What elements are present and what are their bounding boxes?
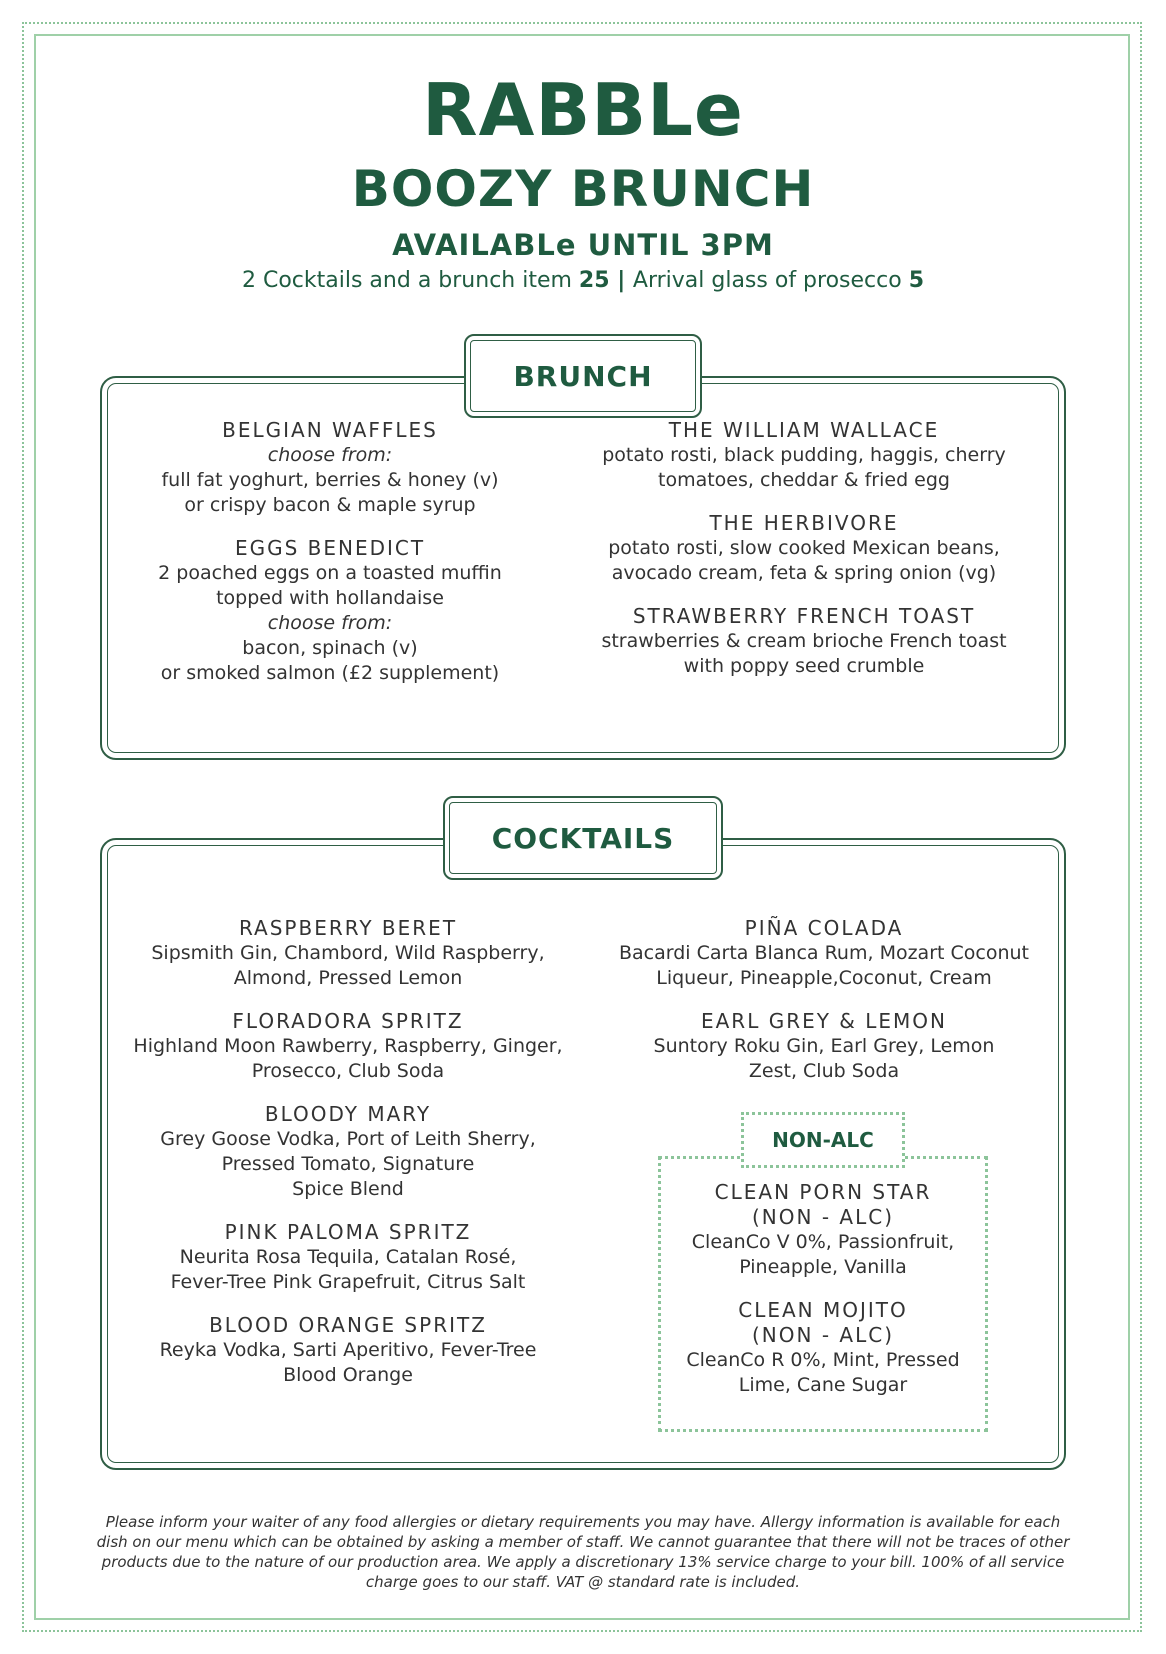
- menu-item-description: Reyka Vodka, Sarti Aperitivo, Fever-Tree: [159, 1339, 537, 1361]
- brand-logo: RABBLe: [422, 68, 744, 152]
- non-alc-items: [668, 1180, 978, 1416]
- allergy-notice: Please inform your waiter of any food allergies or dietary requirements you may have. Allergy information is available for each dish on our menu which can be obtained by asking a member of staff. We cannot guarantee that there will not be traces of other products due to the nature of our production area. We apply a discretionary 13% service charge to your bill. 100% of all service charge goes to our staff. VAT @ standard rate is included.: [96, 1513, 1070, 1591]
- menu-subtitle: AVAILABLe UNTIL 3PM: [392, 228, 774, 262]
- menu-item-description: Liqueur, Pineapple,Coconut, Cream: [656, 967, 992, 989]
- menu-item-title: THE WILLIAM WALLACE: [668, 418, 940, 442]
- menu-item-description: potato rosti, slow cooked Mexican beans,: [608, 537, 1000, 559]
- menu-item-title: CLEAN MOJITO: [738, 1298, 908, 1322]
- menu-title: BOOZY BRUNCH: [351, 160, 815, 218]
- menu-item-title: EGGS BENEDICT: [234, 536, 426, 560]
- menu-item-description: Highland Moon Rawberry, Raspberry, Ginger,: [133, 1035, 563, 1057]
- menu-item-description: CleanCo V 0%, Passionfruit,: [691, 1231, 955, 1253]
- menu-item: [128, 1009, 568, 1084]
- menu-item-description: CleanCo R 0%, Mint, Pressed: [686, 1349, 960, 1371]
- menu-item: [600, 916, 1048, 991]
- menu-item-description: full fat yoghurt, berries & honey (v): [161, 469, 499, 491]
- menu-item-title: BLOODY MARY: [264, 1102, 432, 1126]
- menu-item-title: RASPBERRY BERET: [238, 916, 458, 940]
- brunch-heading: BRUNCH: [464, 334, 702, 418]
- menu-item: [584, 511, 1024, 586]
- menu-item-description: bacon, spinach (v): [242, 637, 418, 659]
- menu-item: [128, 916, 568, 991]
- offer-separator: |: [609, 268, 633, 293]
- brunch-left-column: [110, 418, 550, 704]
- menu-item-description: strawberries & cream brioche French toast: [601, 630, 1007, 652]
- menu-item-title: CLEAN PORN STAR: [714, 1180, 932, 1204]
- cocktails-left-column: [128, 916, 568, 1406]
- menu-item: [128, 1313, 568, 1388]
- menu-item: [600, 1009, 1048, 1084]
- offer-text-2: Arrival glass of prosecco: [632, 268, 909, 293]
- menu-item-title: BLOOD ORANGE SPRITZ: [209, 1313, 487, 1337]
- menu-item-description: 2 poached eggs on a toasted muffin: [158, 562, 502, 584]
- menu-item-description: avocado cream, feta & spring onion (vg): [611, 562, 997, 584]
- menu-item: [584, 418, 1024, 493]
- menu-item-title: PIÑA COLADA: [744, 916, 904, 940]
- menu-item-title: PINK PALOMA SPRITZ: [224, 1220, 472, 1244]
- menu-item-description: Bacardi Carta Blanca Rum, Mozart Coconut: [618, 942, 1029, 964]
- menu-item-title: THE HERBIVORE: [709, 511, 899, 535]
- menu-item-description: Suntory Roku Gin, Earl Grey, Lemon: [653, 1035, 995, 1057]
- menu-item-description: choose from:: [267, 612, 393, 634]
- menu-item-title: EARL GREY & LEMON: [700, 1009, 947, 1033]
- offer-price-1: 25: [578, 268, 610, 293]
- menu-item-description: (NON - ALC): [752, 1323, 894, 1347]
- menu-item: [110, 536, 550, 686]
- menu-item-description: with poppy seed crumble: [683, 655, 925, 677]
- menu-item-description: Neurita Rosa Tequila, Catalan Rosé,: [179, 1246, 517, 1268]
- offer-text-1: 2 Cocktails and a brunch item: [242, 268, 579, 293]
- menu-item-description: Almond, Pressed Lemon: [233, 967, 463, 989]
- menu-item-description: Pressed Tomato, Signature: [221, 1153, 475, 1175]
- menu-item-description: potato rosti, black pudding, haggis, cherry: [602, 444, 1006, 466]
- menu-item: [668, 1298, 978, 1398]
- menu-item: [128, 1220, 568, 1295]
- menu-item-description: Pineapple, Vanilla: [739, 1256, 907, 1278]
- menu-item-title: STRAWBERRY FRENCH TOAST: [632, 604, 976, 628]
- menu-item-description: or smoked salmon (£2 supplement): [160, 662, 500, 684]
- menu-item-description: Zest, Club Soda: [748, 1060, 900, 1082]
- menu-item-title: FLORADORA SPRITZ: [232, 1009, 464, 1033]
- menu-item-title: BELGIAN WAFFLES: [222, 418, 438, 442]
- cocktails-right-column: [600, 916, 1048, 1102]
- menu-item-description: choose from:: [267, 444, 393, 466]
- menu-item-description: Prosecco, Club Soda: [251, 1060, 445, 1082]
- menu-item-description: Lime, Cane Sugar: [738, 1374, 908, 1396]
- menu-item-description: or crispy bacon & maple syrup: [184, 494, 476, 516]
- menu-item-description: Fever-Tree Pink Grapefruit, Citrus Salt: [170, 1271, 526, 1293]
- brunch-right-column: [584, 418, 1024, 697]
- menu-item: [668, 1180, 978, 1280]
- menu-item-description: topped with hollandaise: [216, 587, 444, 609]
- menu-item-description: Grey Goose Vodka, Port of Leith Sherry,: [160, 1128, 536, 1150]
- menu-item: [110, 418, 550, 518]
- menu-item-description: tomatoes, cheddar & fried egg: [658, 469, 950, 491]
- menu-item: [584, 604, 1024, 679]
- offer-price-2: 5: [908, 268, 924, 293]
- menu-item-description: (NON - ALC): [752, 1205, 894, 1229]
- cocktails-heading: COCKTAILS: [443, 796, 723, 880]
- menu-item: [128, 1102, 568, 1202]
- non-alc-heading: NON-ALC: [741, 1112, 905, 1168]
- menu-item-description: Blood Orange: [283, 1364, 413, 1386]
- menu-item-description: Sipsmith Gin, Chambord, Wild Raspberry,: [151, 942, 545, 964]
- offer-line: [0, 268, 1166, 293]
- menu-item-description: Spice Blend: [292, 1178, 404, 1200]
